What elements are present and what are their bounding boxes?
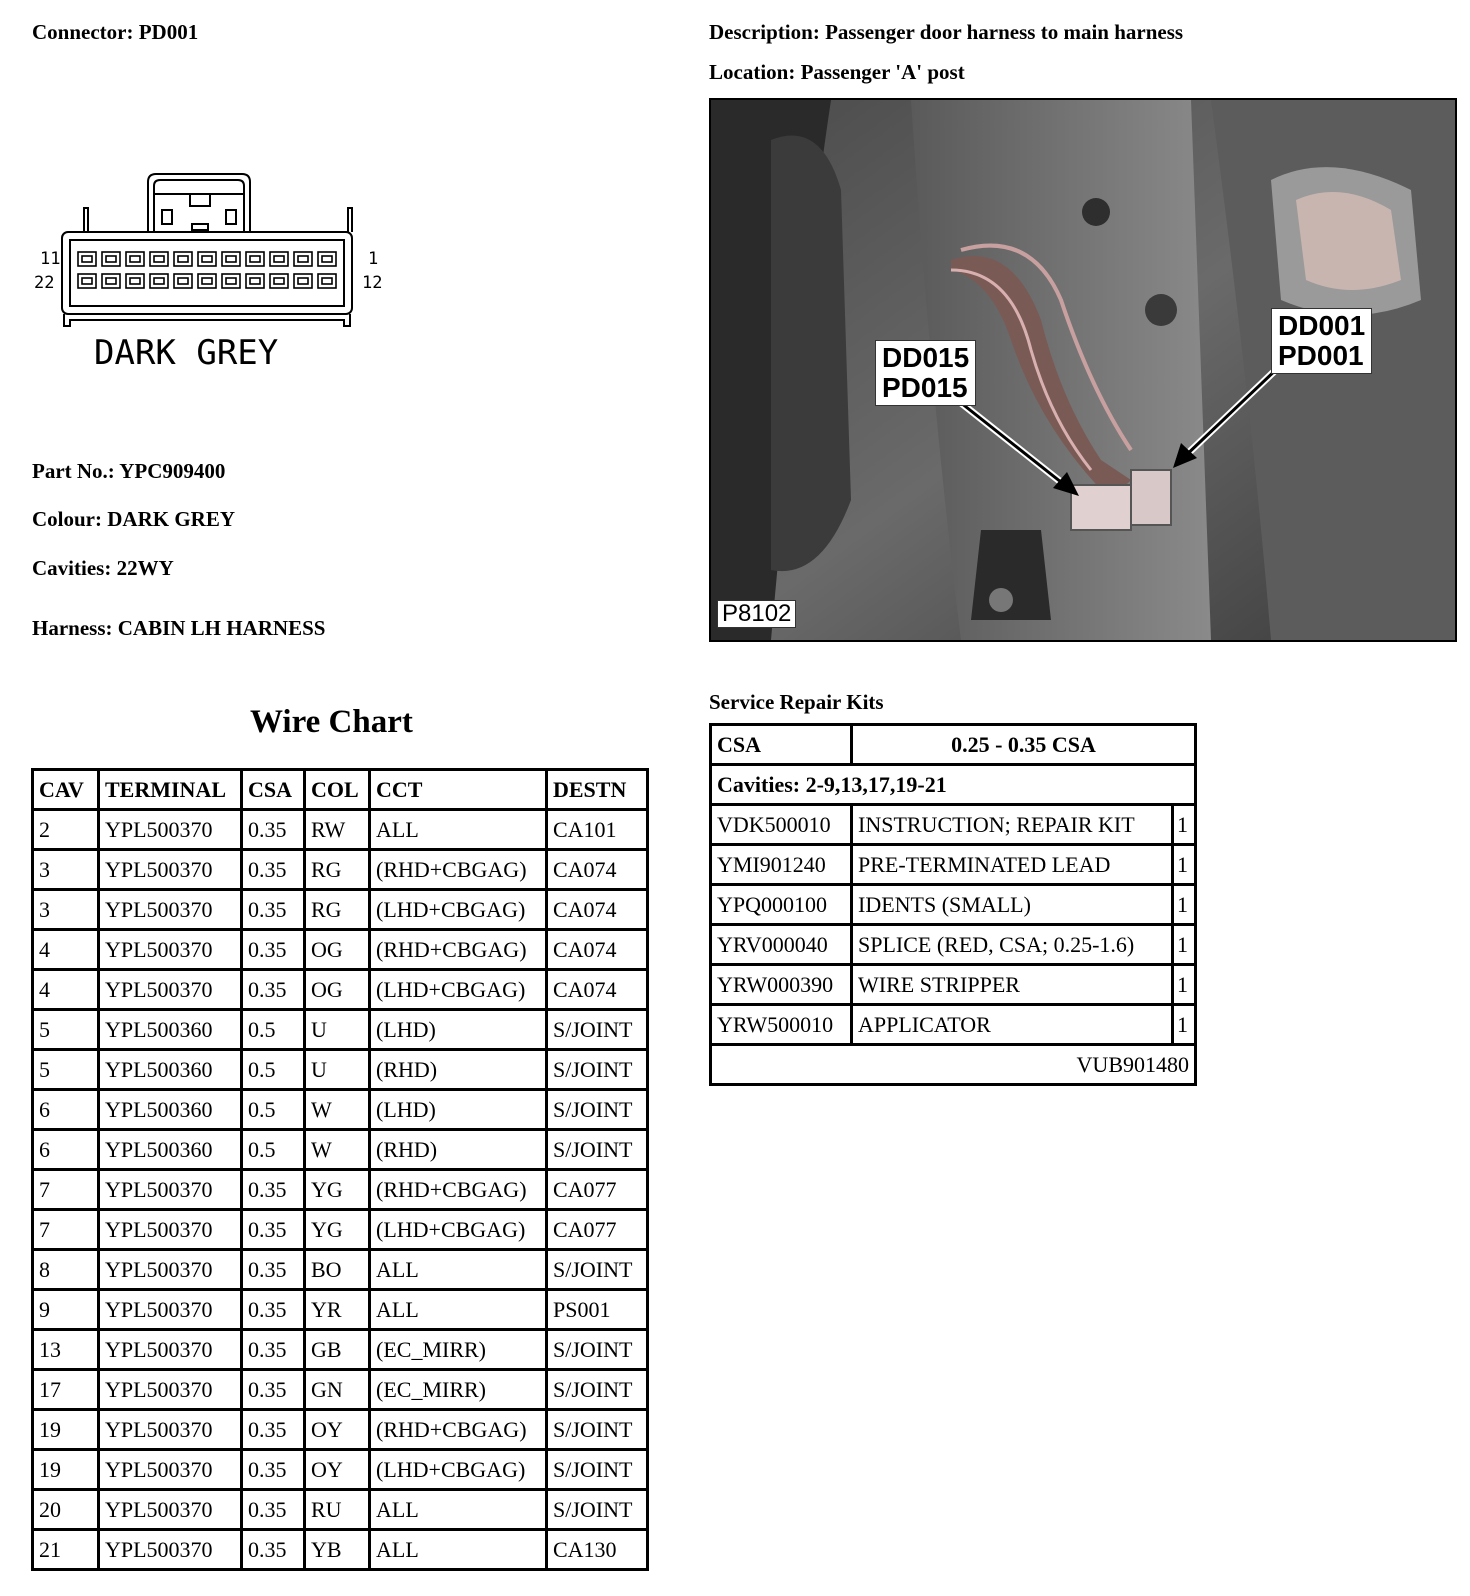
wire-chart-cell: S/JOINT <box>548 1091 646 1131</box>
cavity-inner <box>82 256 92 262</box>
cavity <box>150 274 168 288</box>
wire-chart-cell: CA101 <box>548 811 646 851</box>
wire-chart-cell: (RHD) <box>371 1131 548 1171</box>
wire-chart-cell: OG <box>306 971 371 1011</box>
wire-chart-row <box>34 1251 646 1291</box>
wire-chart-cell: YPL500370 <box>100 851 243 891</box>
wire-chart-cell: 0.35 <box>243 891 306 931</box>
wire-chart-cell: (LHD) <box>371 1091 548 1131</box>
wire-chart-cell: YPL500370 <box>100 1211 243 1251</box>
wire-chart-cell: CA077 <box>548 1171 646 1211</box>
wire-chart-row <box>34 971 646 1011</box>
wire-chart-cell: YR <box>306 1291 371 1331</box>
wire-chart-cell: (LHD) <box>371 1011 548 1051</box>
wire-chart-cell: 7 <box>34 1171 100 1211</box>
callout-right-line1: DD001 <box>1278 310 1366 341</box>
wire-chart-cell: S/JOINT <box>548 1251 646 1291</box>
wire-chart-cell: ALL <box>371 1251 548 1291</box>
wire-chart-cell: ALL <box>371 811 548 851</box>
wire-chart-cell: 5 <box>34 1011 100 1051</box>
wire-chart-cell: CA130 <box>553 1536 617 1562</box>
wire-chart-cell: S/JOINT <box>548 1011 646 1051</box>
kit-quantity: 1 <box>1174 846 1194 886</box>
kits-csa-value: 0.25 - 0.35 CSA <box>853 726 1194 766</box>
pin-label-22: 22 <box>34 273 55 293</box>
wire-chart-cell: 5 <box>34 1051 100 1091</box>
cavity <box>78 252 96 266</box>
wire-chart-cell: ALL <box>371 1491 548 1531</box>
wire-chart-row <box>34 1011 646 1051</box>
wire-chart-cell: (LHD+CBGAG) <box>371 1451 548 1491</box>
kit-description: WIRE STRIPPER <box>853 966 1174 1006</box>
wire-chart-cell: 0.35 <box>243 1451 306 1491</box>
wire-chart-row <box>34 1411 646 1451</box>
cavity <box>222 252 240 266</box>
wire-chart-cell: RU <box>306 1491 371 1531</box>
cavity <box>126 274 144 288</box>
wire-chart-cell: CA074 <box>548 931 646 971</box>
wire-chart-cell: 0.35 <box>243 1211 306 1251</box>
wire-chart-cell: 3 <box>34 891 100 931</box>
wire-chart-row <box>34 1171 646 1211</box>
cavity <box>222 274 240 288</box>
wire-chart-cell: 0.5 <box>243 1131 306 1171</box>
wire-chart-row <box>34 1451 646 1491</box>
wire-chart-cell: YPL500360 <box>100 1131 243 1171</box>
wire-chart-cell: ALL <box>371 1531 548 1568</box>
wire-chart-cell: RG <box>306 851 371 891</box>
wire-chart-cell: 0.35 <box>243 1531 306 1568</box>
wire-chart-header-cell: COL <box>306 771 371 811</box>
cavity-inner <box>178 256 188 262</box>
kit-description: INSTRUCTION; REPAIR KIT <box>853 806 1174 846</box>
wire-chart-cell: YPL500370 <box>100 931 243 971</box>
kit-item-row <box>712 926 1194 966</box>
cavity <box>102 274 120 288</box>
wire-chart-cell: 4 <box>34 931 100 971</box>
kit-part-number: YRW500010 <box>712 1006 853 1046</box>
cavity-inner <box>202 278 212 284</box>
wire-chart-cell: 0.5 <box>243 1091 306 1131</box>
cavity-inner <box>154 256 164 262</box>
wire-chart-row <box>34 1531 646 1568</box>
wire-chart-header-cell: TERMINAL <box>100 771 243 811</box>
wire-chart-cell: 6 <box>34 1131 100 1171</box>
wire-chart-cell: YPL500370 <box>100 1411 243 1451</box>
wire-chart-cell: YPL500360 <box>100 1011 243 1051</box>
cavity-inner <box>106 256 116 262</box>
pin-label-1: 1 <box>368 249 379 269</box>
wire-chart-row <box>34 1091 646 1131</box>
wire-chart-cell: (LHD+CBGAG) <box>371 971 548 1011</box>
wire-chart-cell: RW <box>306 811 371 851</box>
wire-chart-cell: W <box>306 1091 371 1131</box>
cavity <box>174 252 192 266</box>
cavity <box>174 274 192 288</box>
cavity-inner <box>274 278 284 284</box>
kit-part-row <box>712 1046 1194 1083</box>
wire-chart-cell: 7 <box>34 1211 100 1251</box>
wire-chart-cell: 20 <box>34 1491 100 1531</box>
cavity-inner <box>178 278 188 284</box>
wire-chart-cell: U <box>306 1011 371 1051</box>
cavity <box>198 252 216 266</box>
wire-chart-cell: 4 <box>34 971 100 1011</box>
connector-label: Connector: PD001 <box>32 20 199 44</box>
wire-chart-header-cell: DESTN <box>548 771 646 811</box>
cavity <box>126 252 144 266</box>
wire-chart-cell: (EC_MIRR) <box>371 1331 548 1371</box>
location-label: Location: Passenger 'A' post <box>709 60 965 84</box>
cavity <box>102 252 120 266</box>
wire-chart-cell: (EC_MIRR) <box>371 1371 548 1411</box>
cavity-inner <box>298 278 308 284</box>
wire-chart-cell: 13 <box>34 1331 100 1371</box>
wire-chart-row <box>34 1371 646 1411</box>
pin-label-11: 11 <box>40 249 61 269</box>
kit-part-number-total: VUB901480 <box>1076 1051 1189 1077</box>
kit-part-number: YMI901240 <box>712 846 853 886</box>
wire-chart-cell: YB <box>306 1531 371 1568</box>
wire-chart-header-cell: CAV <box>34 771 100 811</box>
wire-chart-cell: 0.35 <box>243 971 306 1011</box>
wire-chart-cell: 0.35 <box>243 1331 306 1371</box>
wire-chart-cell: S/JOINT <box>548 1451 646 1491</box>
wire-chart-row <box>34 1131 646 1171</box>
wire-chart-cell: 0.35 <box>243 1371 306 1411</box>
kits-csa-label: CSA <box>712 726 853 766</box>
wire-chart-cell: CA074 <box>548 851 646 891</box>
cavity-inner <box>322 278 332 284</box>
wire-chart-cell: 0.35 <box>243 1411 306 1451</box>
callout-right-line2: PD001 <box>1278 340 1364 371</box>
wire-chart-cell: (RHD+CBGAG) <box>371 931 548 971</box>
wire-chart-row <box>34 811 646 851</box>
kit-quantity: 1 <box>1174 926 1194 966</box>
cavity-inner <box>82 278 92 284</box>
photo-callout-left <box>875 340 976 406</box>
wire-chart-cell: YG <box>306 1171 371 1211</box>
wire-chart-cell: (LHD+CBGAG) <box>371 1211 548 1251</box>
pin-label-12: 12 <box>362 273 383 293</box>
wire-chart-row <box>34 1291 646 1331</box>
wire-chart-cell: 0.5 <box>243 1011 306 1051</box>
photo-callout-right <box>1271 308 1372 374</box>
kit-quantity: 1 <box>1174 886 1194 926</box>
colour-label: Colour: DARK GREY <box>32 507 235 531</box>
wire-chart-cell: S/JOINT <box>548 1411 646 1451</box>
cavity <box>294 252 312 266</box>
wire-chart-cell: CA074 <box>548 891 646 931</box>
cavity-inner <box>226 278 236 284</box>
wire-chart-cell: GB <box>306 1331 371 1371</box>
wire-chart-cell: (RHD+CBGAG) <box>371 851 548 891</box>
wire-chart-cell: CA074 <box>548 971 646 1011</box>
wire-chart-cell: 0.5 <box>243 1051 306 1091</box>
wire-chart-cell: YPL500360 <box>100 1091 243 1131</box>
photo-id: P8102 <box>717 600 796 628</box>
cavity-inner <box>130 256 140 262</box>
wire-chart-cell: YPL500370 <box>100 891 243 931</box>
kit-description: IDENTS (SMALL) <box>853 886 1174 926</box>
kits-cavities: Cavities: 2-9,13,17,19-21 <box>712 766 1194 806</box>
location-photo <box>709 98 1457 642</box>
wire-chart-cell: 3 <box>34 851 100 891</box>
wire-chart-cell: 19 <box>34 1411 100 1451</box>
wire-chart-cell: (RHD+CBGAG) <box>371 1171 548 1211</box>
wire-chart-cell: GN <box>306 1371 371 1411</box>
wire-chart-cell: 21 <box>34 1531 100 1568</box>
connector-drawing <box>30 168 400 378</box>
wire-chart-cell: YPL500370 <box>100 811 243 851</box>
kit-item-row <box>712 1006 1194 1046</box>
cavity <box>198 274 216 288</box>
kit-part-number: YRV000040 <box>712 926 853 966</box>
wire-chart-cell: YG <box>306 1211 371 1251</box>
wire-chart-cell: 0.35 <box>243 811 306 851</box>
wire-chart-cell: RG <box>306 891 371 931</box>
cavity-inner <box>154 278 164 284</box>
wire-chart-cell: YPL500370 <box>100 1251 243 1291</box>
cavity <box>78 274 96 288</box>
wire-chart-cell: S/JOINT <box>548 1371 646 1411</box>
cavity-inner <box>202 256 212 262</box>
wire-chart-cell: BO <box>306 1251 371 1291</box>
wire-chart-cell: CA077 <box>548 1211 646 1251</box>
description-label: Description: Passenger door harness to main harness <box>709 20 1184 44</box>
service-kits-table <box>709 723 1197 1086</box>
wire-chart-cell: (LHD+CBGAG) <box>371 891 548 931</box>
wire-chart-cell: 0.35 <box>243 931 306 971</box>
cavity <box>246 274 264 288</box>
wire-chart-cell: YPL500370 <box>100 1451 243 1491</box>
connector-colour-text: DARK GREY <box>94 333 279 373</box>
kit-item-row <box>712 806 1194 846</box>
part-number: Part No.: YPC909400 <box>32 459 226 483</box>
kit-description: PRE-TERMINATED LEAD <box>853 846 1174 886</box>
wire-chart-table <box>31 768 649 1571</box>
wire-chart-row <box>34 891 646 931</box>
wire-chart-row <box>34 1211 646 1251</box>
wire-chart-cell: 2 <box>34 811 100 851</box>
cavity <box>318 252 336 266</box>
cavity-inner <box>274 256 284 262</box>
kit-part-number: YRW000390 <box>712 966 853 1006</box>
kit-description: APPLICATOR <box>853 1006 1174 1046</box>
wire-chart-row <box>34 851 646 891</box>
wire-chart-cell: 0.35 <box>243 1171 306 1211</box>
kits-csa-row <box>712 726 1194 766</box>
kit-quantity: 1 <box>1174 966 1194 1006</box>
wire-chart-cell: S/JOINT <box>548 1491 646 1531</box>
wire-chart-row <box>34 1331 646 1371</box>
wire-chart-cell: 0.35 <box>243 851 306 891</box>
kits-cavities-row <box>712 766 1194 806</box>
cavities-label: Cavities: 22WY <box>32 556 174 580</box>
cavity-inner <box>226 256 236 262</box>
wire-chart-cell: OY <box>306 1451 371 1491</box>
wire-chart-header-cell: CCT <box>371 771 548 811</box>
cavity-inner <box>298 256 308 262</box>
cavity-inner <box>250 256 260 262</box>
kit-item-row <box>712 966 1194 1006</box>
wire-chart-cell: S/JOINT <box>548 1051 646 1091</box>
kit-part-number: YPQ000100 <box>712 886 853 926</box>
wire-chart-cell: S/JOINT <box>548 1331 646 1371</box>
cavity <box>270 252 288 266</box>
kit-quantity: 1 <box>1174 806 1194 846</box>
callout-left-line1: DD015 <box>882 342 970 373</box>
wire-chart-cell: ALL <box>371 1291 548 1331</box>
wire-chart-row <box>34 1491 646 1531</box>
cavity-inner <box>106 278 116 284</box>
wire-chart-cell: (RHD) <box>371 1051 548 1091</box>
wire-chart-cell: 8 <box>34 1251 100 1291</box>
wire-chart-cell: (RHD+CBGAG) <box>371 1411 548 1451</box>
cavity-inner <box>130 278 140 284</box>
cavity <box>150 252 168 266</box>
wire-chart-cell: 0.35 <box>243 1251 306 1291</box>
wire-chart-cell: YPL500370 <box>100 1531 243 1568</box>
wire-chart-cell: YPL500370 <box>100 971 243 1011</box>
cavity <box>270 274 288 288</box>
wire-chart-cell: 6 <box>34 1091 100 1131</box>
wire-chart-cell: U <box>306 1051 371 1091</box>
wire-chart-cell: YPL500360 <box>100 1051 243 1091</box>
wire-chart-row <box>34 1051 646 1091</box>
cavity-grid <box>78 252 336 288</box>
wire-chart-row <box>34 931 646 971</box>
wire-chart-cell: YPL500370 <box>100 1331 243 1371</box>
cavity <box>318 274 336 288</box>
wire-chart-cell: 17 <box>34 1371 100 1411</box>
wire-chart-cell: PS001 <box>548 1291 646 1331</box>
wire-chart-cell: 0.35 <box>243 1491 306 1531</box>
wire-chart-cell: OG <box>306 931 371 971</box>
cavity-inner <box>322 256 332 262</box>
wire-chart-cell: OY <box>306 1411 371 1451</box>
wire-chart-cell: W <box>306 1131 371 1171</box>
cavity <box>246 252 264 266</box>
wire-chart-cell: YPL500370 <box>100 1291 243 1331</box>
kit-item-row <box>712 886 1194 926</box>
kit-part-number: VDK500010 <box>712 806 853 846</box>
cavity <box>294 274 312 288</box>
kit-item-row <box>712 846 1194 886</box>
harness-label: Harness: CABIN LH HARNESS <box>32 616 326 640</box>
wire-chart-cell: YPL500370 <box>100 1371 243 1411</box>
wire-chart-cell: S/JOINT <box>548 1131 646 1171</box>
kit-description: SPLICE (RED, CSA; 0.25-1.6) <box>853 926 1174 966</box>
wire-chart-title: Wire Chart <box>250 704 413 740</box>
kit-quantity: 1 <box>1174 1006 1194 1046</box>
wire-chart-cell: YPL500370 <box>100 1171 243 1211</box>
callout-left-line2: PD015 <box>882 372 968 403</box>
wire-chart-cell: 0.35 <box>243 1291 306 1331</box>
wire-chart-header-cell: CSA <box>243 771 306 811</box>
wire-chart-cell: YPL500370 <box>100 1491 243 1531</box>
cavity-inner <box>250 278 260 284</box>
wire-chart-cell: 9 <box>34 1291 100 1331</box>
service-kits-title: Service Repair Kits <box>709 690 884 714</box>
wire-chart-cell: 19 <box>34 1451 100 1491</box>
wire-chart-header-row <box>34 771 646 811</box>
